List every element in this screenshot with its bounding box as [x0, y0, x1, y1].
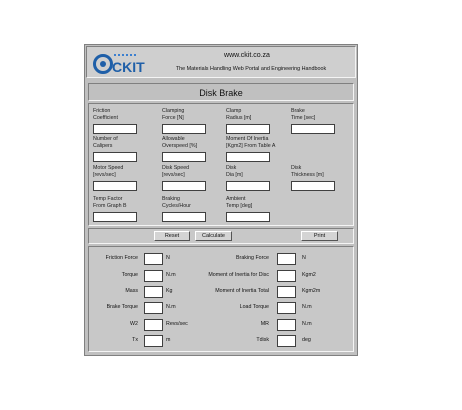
reset-button[interactable]: Reset [154, 231, 190, 241]
moment-of-inertia-input[interactable] [226, 152, 270, 162]
print-button[interactable]: Print [301, 231, 338, 241]
braking-cycles-label: Braking Cycles/Hour [162, 196, 191, 209]
tdisk-label: Tdisk [256, 337, 269, 343]
tdisk-unit: deg [302, 337, 311, 343]
ambient-temp-input[interactable] [226, 212, 270, 222]
moment-of-inertia-total-output [277, 286, 296, 298]
moment-of-inertia-for-disc-label: Moment of Inertia for Disc [208, 272, 269, 278]
temp-factor-input[interactable] [93, 212, 137, 222]
number-of-calipers-input[interactable] [93, 152, 137, 162]
disk-thickness-label: Disk Thickness [m] [291, 165, 324, 178]
temp-factor-label: Temp Factor From Graph B [93, 196, 127, 209]
tdisk-output [277, 335, 296, 347]
disk-dia-label: Disk Dia [m] [226, 165, 243, 178]
motor-speed-input[interactable] [93, 181, 137, 191]
w2-label: W2 [130, 321, 138, 327]
friction-force-unit: N [166, 255, 170, 261]
clamping-force-label: Clamping Force [N] [162, 108, 185, 121]
braking-force-output [277, 253, 296, 265]
torque-label: Torque [121, 272, 138, 278]
clamping-force-input[interactable] [162, 124, 206, 134]
mr-unit: N.m [302, 321, 312, 327]
clamp-radius-label: Clamp Radius [m] [226, 108, 252, 121]
moment-of-inertia-for-disc-unit: Kgm2 [302, 272, 316, 278]
disk-thickness-input[interactable] [291, 181, 335, 191]
site-url: www.ckit.co.za [224, 52, 270, 59]
calculate-button[interactable]: Calculate [195, 231, 232, 241]
mr-label: MR [260, 321, 269, 327]
friction-coefficient-input[interactable] [93, 124, 137, 134]
brake-time-label: Brake Time [sec] [291, 108, 316, 121]
braking-cycles-input[interactable] [162, 212, 206, 222]
clamp-radius-input[interactable] [226, 124, 270, 134]
w2-output [144, 319, 163, 331]
disk-speed-label: Disk Speed [revs/sec] [162, 165, 190, 178]
load-torque-output [277, 302, 296, 314]
mass-unit: Kg [166, 288, 173, 294]
mr-output [277, 319, 296, 331]
moment-of-inertia-total-label: Moment of Inertia Total [215, 288, 269, 294]
mass-output [144, 286, 163, 298]
svg-text:CKIT: CKIT [112, 59, 145, 75]
site-tagline: The Materials Handling Web Portal and Engineering Handbook [175, 66, 327, 72]
friction-force-label: Friction Force [105, 255, 138, 261]
torque-output [144, 270, 163, 282]
brake-torque-unit: N.m [166, 304, 176, 310]
allowable-overspeed-input[interactable] [162, 152, 206, 162]
allowable-overspeed-label: Allowable Overspeed [%] [162, 136, 198, 149]
ambient-temp-label: Ambient Temp [deg] [226, 196, 253, 209]
number-of-calipers-label: Number of Calipers [93, 136, 118, 149]
brake-torque-label: Brake Torque [106, 304, 138, 310]
moment-of-inertia-for-disc-output [277, 270, 296, 282]
friction-force-output [144, 253, 163, 265]
moment-of-inertia-total-unit: Kgm2m [302, 288, 321, 294]
w2-unit: Revs/sec [166, 321, 188, 327]
tx-unit: m [166, 337, 171, 343]
motor-speed-label: Motor Speed [revs/sec] [93, 165, 124, 178]
brake-time-input[interactable] [291, 124, 335, 134]
moment-of-inertia-label: Moment Of Inertia [Kgm2] From Table A [226, 136, 276, 149]
brake-torque-output [144, 302, 163, 314]
braking-force-label: Braking Force [236, 255, 269, 261]
tx-label: Tx [132, 337, 138, 343]
tx-output [144, 335, 163, 347]
load-torque-unit: N.m [302, 304, 312, 310]
friction-coefficient-label: Friction Coefficient [93, 108, 118, 121]
disk-speed-input[interactable] [162, 181, 206, 191]
page-title: Disk Brake [88, 83, 354, 101]
disk-dia-input[interactable] [226, 181, 270, 191]
braking-force-unit: N [302, 255, 306, 261]
torque-unit: N.m [166, 272, 176, 278]
load-torque-label: Load Torque [239, 304, 269, 310]
ckit-logo [92, 51, 148, 75]
mass-label: Mass [125, 288, 138, 294]
header-banner [86, 46, 356, 78]
